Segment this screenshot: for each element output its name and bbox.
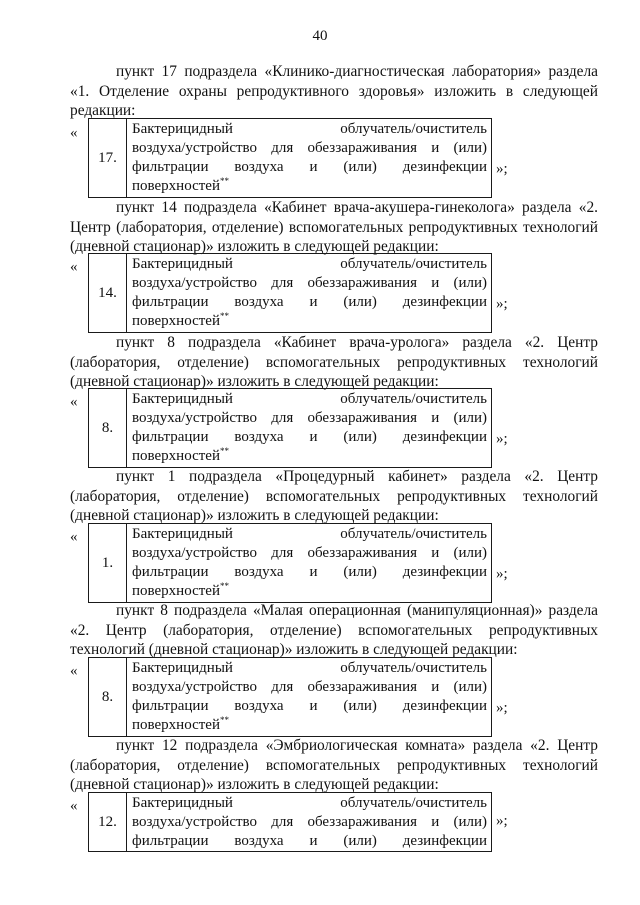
term-word: воздуха [234, 833, 284, 849]
term-word: для [271, 275, 294, 291]
term-word: и [431, 545, 440, 561]
quote-close: »; [496, 296, 508, 312]
term-word: облучатель/очиститель [340, 256, 487, 272]
term-word: дезинфекции [402, 698, 487, 714]
term-word: воздуха [234, 698, 284, 714]
row-number: 1. [89, 524, 127, 602]
term-word: фильтрации [132, 429, 209, 445]
section-text: пункт 14 подраздела «Кабинет врача-акушера-гинеколога» раздела «2. Центр (лаборатория, отделение) вспомогательных репродуктивных технологий (дневной стационар)» изложить в следующей редакции: [70, 199, 598, 255]
row-content [127, 389, 491, 467]
footnote-mark: ** [219, 446, 229, 456]
table-row [88, 253, 492, 333]
table-row [88, 118, 492, 198]
term-word: (или) [343, 294, 377, 310]
term-word: (или) [343, 429, 377, 445]
term-word: дезинфекции [402, 294, 487, 310]
footnote-mark: ** [219, 581, 229, 591]
term-word: (или) [343, 159, 377, 175]
quote-close: »; [496, 700, 508, 716]
term-word: воздуха/устройство [132, 140, 258, 156]
quote-open: « [70, 394, 78, 410]
quote-open: « [70, 529, 78, 545]
term-word: фильтрации [132, 294, 209, 310]
section-paragraph [70, 198, 598, 257]
term-word: и [309, 698, 318, 714]
term-word: обеззараживания [307, 545, 417, 561]
section-text: пункт 8 подраздела «Кабинет врача-уролога» раздела «2. Центр (лаборатория, отделение) вспомогательных репродуктивных технологий (дневной стационар)» изложить в следующей редакции: [70, 334, 598, 390]
term-word: обеззараживания [307, 679, 417, 695]
term-word: (или) [343, 698, 377, 714]
term-word: Бактерицидный [132, 795, 233, 811]
quote-open: « [70, 125, 78, 141]
section-text: пункт 8 подраздела «Малая операционная (манипуляционная)» раздела «2. Центр (лаборатория, отделение) вспомогательных репродуктивных технологий (дневной стационар)» изложить в следующей редакции: [70, 602, 598, 658]
term-word: и [309, 833, 318, 849]
quote-open: « [70, 663, 78, 679]
term-word: поверхностей [132, 313, 220, 329]
term-word: поверхностей [132, 178, 220, 194]
term-word: (или) [453, 410, 487, 426]
row-content [127, 524, 491, 602]
term-word: обеззараживания [307, 814, 417, 830]
term-word: и [431, 814, 440, 830]
term-word: Бактерицидный [132, 256, 233, 272]
term-word: для [271, 814, 294, 830]
term-word: дезинфекции [402, 429, 487, 445]
quote-open: « [70, 259, 78, 275]
quote-open: « [70, 798, 78, 814]
section-paragraph [70, 333, 598, 392]
row-number: 17. [89, 119, 127, 197]
term-word: для [271, 545, 294, 561]
term-word: (или) [343, 833, 377, 849]
term-word: и [431, 275, 440, 291]
term-word: облучатель/очиститель [340, 795, 487, 811]
row-number: 8. [89, 389, 127, 467]
term-word: воздуха/устройство [132, 275, 258, 291]
term-word: облучатель/очиститель [340, 526, 487, 542]
term-word: Бактерицидный [132, 660, 233, 676]
term-word: облучатель/очиститель [340, 660, 487, 676]
term-word: и [431, 140, 440, 156]
quote-close: »; [496, 566, 508, 582]
row-content [127, 793, 491, 851]
term-word: Бактерицидный [132, 391, 233, 407]
term-word: (или) [453, 275, 487, 291]
term-word: для [271, 410, 294, 426]
section-paragraph [70, 62, 598, 121]
footnote-mark: ** [219, 715, 229, 725]
table-row [88, 388, 492, 468]
table-row [88, 657, 492, 737]
term-word: обеззараживания [307, 140, 417, 156]
term-word: и [431, 679, 440, 695]
term-word: воздуха [234, 294, 284, 310]
section-paragraph [70, 467, 598, 526]
term-word: (или) [343, 564, 377, 580]
term-word: поверхностей [132, 717, 220, 733]
term-word: и [309, 159, 318, 175]
section-paragraph [70, 601, 598, 660]
term-word: (или) [453, 545, 487, 561]
term-word: и [309, 429, 318, 445]
term-word: дезинфекции [402, 564, 487, 580]
page-number: 40 [312, 28, 328, 44]
term-word: воздуха [234, 564, 284, 580]
row-number: 8. [89, 658, 127, 736]
row-number: 12. [89, 793, 127, 851]
table-row [88, 523, 492, 603]
term-word: воздуха/устройство [132, 679, 258, 695]
term-word: дезинфекции [402, 159, 487, 175]
term-word: (или) [453, 814, 487, 830]
term-word: воздуха/устройство [132, 545, 258, 561]
row-content [127, 254, 491, 332]
term-word: Бактерицидный [132, 526, 233, 542]
term-word: облучатель/очиститель [340, 391, 487, 407]
term-word: воздуха/устройство [132, 410, 258, 426]
quote-close: »; [496, 161, 508, 177]
row-number: 14. [89, 254, 127, 332]
term-word: обеззараживания [307, 275, 417, 291]
term-word: и [431, 410, 440, 426]
table-row [88, 792, 492, 852]
term-word: и [309, 294, 318, 310]
term-word: фильтрации [132, 833, 209, 849]
term-word: для [271, 140, 294, 156]
term-word: воздуха [234, 159, 284, 175]
term-word: для [271, 679, 294, 695]
term-word: Бактерицидный [132, 121, 233, 137]
term-word: обеззараживания [307, 410, 417, 426]
term-word: (или) [453, 679, 487, 695]
section-paragraph [70, 736, 598, 795]
term-word: воздуха/устройство [132, 814, 258, 830]
term-word: фильтрации [132, 564, 209, 580]
term-word: дезинфекции [402, 833, 487, 849]
term-word: облучатель/очиститель [340, 121, 487, 137]
term-word: воздуха [234, 429, 284, 445]
section-text: пункт 12 подраздела «Эмбриологическая комната» раздела «2. Центр (лаборатория, отделение) вспомогательных репродуктивных технологий (дневной стационар)» изложить в следующей редакции: [70, 737, 598, 793]
term-word: фильтрации [132, 159, 209, 175]
footnote-mark: ** [219, 176, 229, 186]
term-word: (или) [453, 140, 487, 156]
quote-close: »; [496, 813, 508, 829]
row-content [127, 119, 491, 197]
section-text: пункт 17 подраздела «Клинико-диагностическая лаборатория» раздела «1. Отделение охраны репродуктивного здоровья» изложить в следующей редакции: [70, 63, 598, 119]
section-text: пункт 1 подраздела «Процедурный кабинет» раздела «2. Центр (лаборатория, отделение) вспомогательных репродуктивных технологий (дневной стационар)» изложить в следующей редакции: [70, 468, 598, 524]
quote-close: »; [496, 431, 508, 447]
footnote-mark: ** [219, 311, 229, 321]
term-word: поверхностей [132, 448, 220, 464]
term-word: и [309, 564, 318, 580]
term-word: поверхностей [132, 583, 220, 599]
term-word: фильтрации [132, 698, 209, 714]
row-content [127, 658, 491, 736]
